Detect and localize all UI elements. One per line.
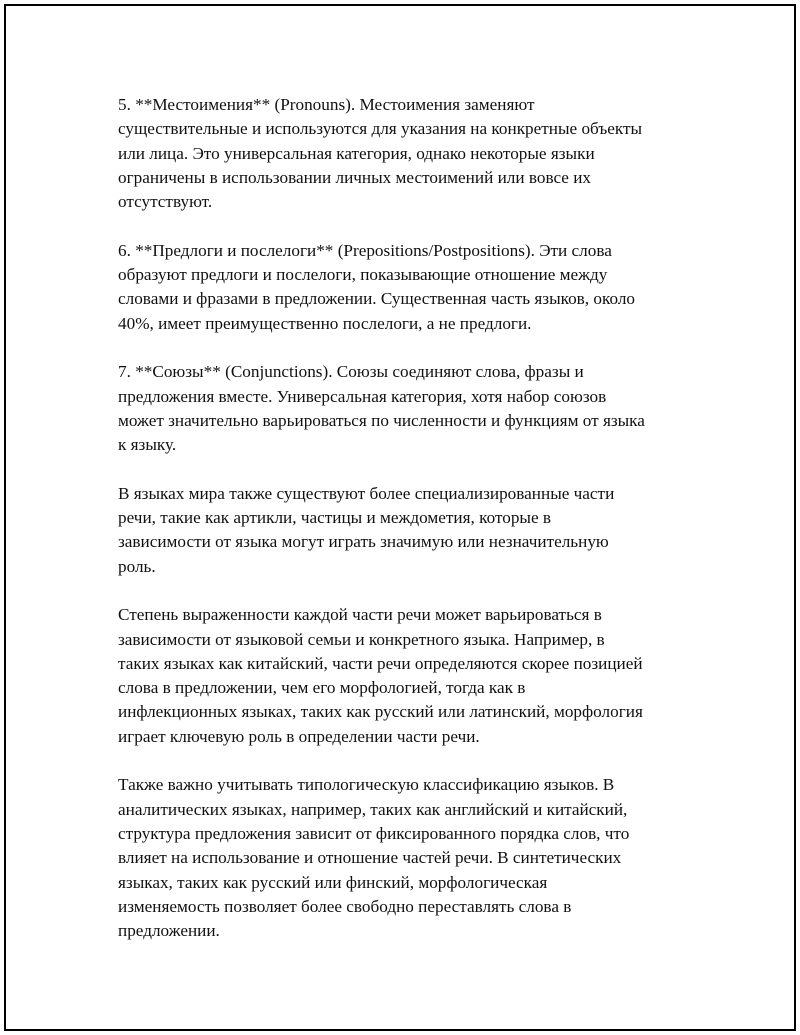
document-body — [118, 93, 708, 968]
paragraph-prepositions: 6. **Предлоги и послелоги** (Prepositions/Postpositions). Эти слова образуют предлоги и послелоги, показывающие отношение между словами и фразами в предложении. Существенная часть языков, около 40%, имеет преимущественно послелоги, а не предлоги. — [118, 240, 635, 333]
paragraph-typology: Также важно учитывать типологическую классификацию языков. В аналитических языках, например, таких как английский и китайский, структура предложения зависит от фиксированного порядка слов, что влияет на использование и отношение частей речи. В синтетических языках, таких как русский или финский, морфологическая изменяемость позволяет более свободно переставлять слова в предложении. — [118, 775, 630, 941]
paragraph-pronouns: 5. **Местоимения** (Pronouns). Местоимения заменяют существительные и используются для указания на конкретные объекты или лица. Это универсальная категория, однако некоторые языки ограничены в использовании личных местоимений или вовсе их отсутствуют. — [118, 95, 643, 212]
paragraph-expressiveness: Степень выраженности каждой части речи может варьироваться в зависимости от языковой семьи и конкретного языка. Например, в таких языках как китайский, части речи определяются скорее позицией слова в предложении, чем его морфологией, тогда как в инфлекционных языках, таких как русский или латинский, морфология играет ключевую роль в определении части речи. — [118, 605, 643, 746]
paragraph-specialized-parts: В языках мира также существуют более специализированные части речи, такие как артикли, частицы и междометия, которые в зависимости от языка могут играть значимую или незначительную роль. — [118, 483, 615, 576]
paragraph-conjunctions: 7. **Союзы** (Conjunctions). Союзы соединяют слова, фразы и предложения вместе. Универсальная категория, хотя набор союзов может значительно варьироваться по численности и функциям от языка к языку. — [118, 362, 645, 455]
